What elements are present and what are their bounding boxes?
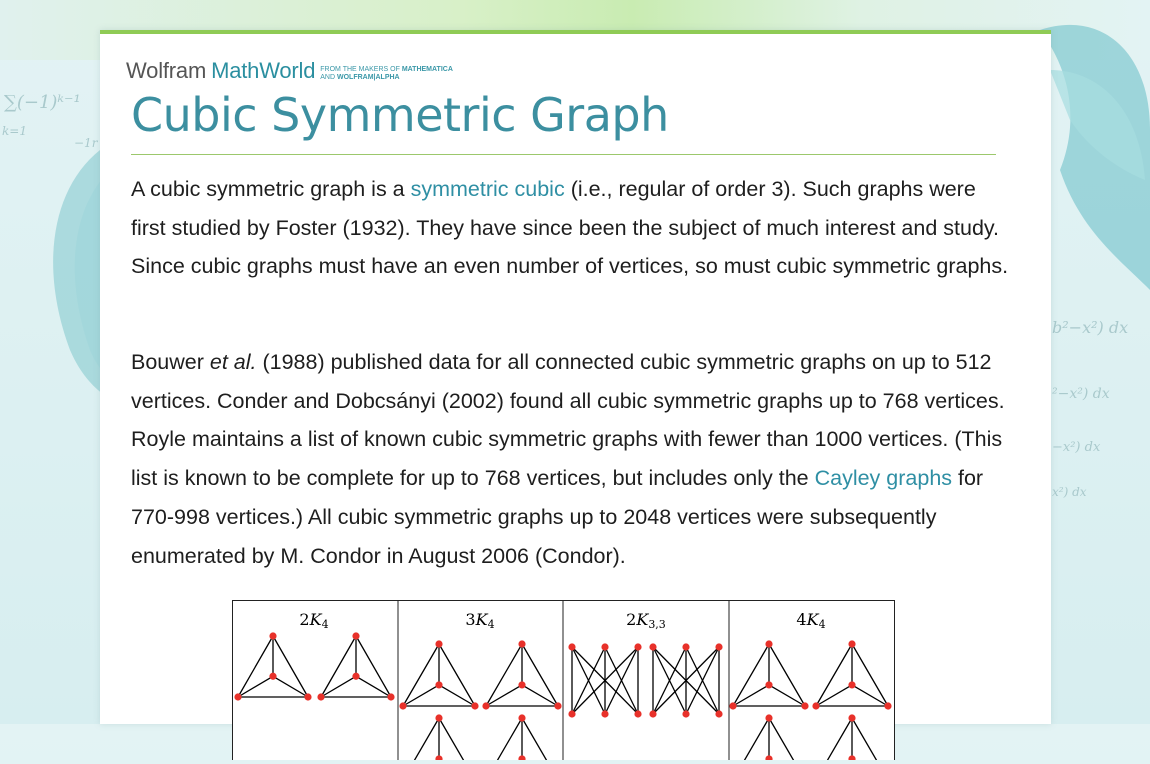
background-formula-frag: −1r [74,136,98,150]
paragraph-history: Bouwer et al. (1988) published data for all connected cubic symmetric graphs on up to 512 vertices. Conder and Dobcsányi (2002) found all cubic symmetric graphs up to 768 vertices. Royle maintains a list of known cubic symmetric graphs with fewer than 1000 vertices. (This list is known to be complete for up to 768 vertices, but includes only the Cayley graphs for 770-998 vertices.) All cubic symmetric graphs up to 2048 vertices were subsequently enumerated by M. Condor in August 2006 (Condor). [131,350,1005,568]
graph-vertex [568,710,575,717]
background-formula-sum: ∑(−1)ᵏ⁻¹ [4,92,81,113]
graph-vertex [848,714,855,721]
background-formula-r4: x²) dx [1052,485,1087,499]
graph-vertex [715,710,722,717]
graph-vertex [812,702,819,709]
panel-label-2: 2K3,3 [626,610,666,631]
graph-vertex [649,710,656,717]
graph-vertex [729,702,736,709]
brand-wolfram: Wolfram [126,58,207,83]
graph-vertex [765,681,772,688]
graph-vertex [634,643,641,650]
graph-vertex [765,640,772,647]
panel-label-3: 4K4 [796,610,826,631]
graph-vertex [884,702,891,709]
graph-vertex [848,681,855,688]
graph-vertex [649,643,656,650]
page-title: Cubic Symmetric Graph [131,88,669,142]
graph-vertex [601,710,608,717]
background-formula-sub: k=1 [2,124,27,138]
background-surface-right [1040,10,1150,290]
graph-vertex [801,702,808,709]
graph-vertex [352,632,359,639]
graph-vertex [518,681,525,688]
graph-vertex [234,693,241,700]
graph-vertex [682,710,689,717]
background-formula-r3: −x²) dx [1052,440,1101,455]
link-symmetric-cubic[interactable]: symmetric cubic [410,177,565,201]
graph-vertex [568,643,575,650]
graph-vertex [352,673,359,680]
background-formula-r2: ²−x²) dx [1052,386,1110,402]
site-logo[interactable] [126,58,453,84]
brand-tagline: FROM THE MAKERS OF MATHEMATICA AND WOLFRAM|ALPHA [320,66,453,81]
graph-vertex [682,643,689,650]
graph-vertex [518,640,525,647]
content-card [100,30,1051,724]
graph-vertex [269,673,276,680]
graph-vertex [765,714,772,721]
graph-vertex [269,632,276,639]
graph-vertex [634,710,641,717]
graph-vertex [435,640,442,647]
panel-label-0: 2K4 [299,610,329,631]
graph-vertex [435,714,442,721]
graph-vertex [317,693,324,700]
paragraph-intro: A cubic symmetric graph is a symmetric cubic (i.e., regular of order 3). Such graphs were first studied by Foster (1932). They have since been the subject of much interest and study. Since cubic graphs must have an even number of vertices, so must cubic symmetric graphs. [131,177,1009,279]
graph-figure [232,600,896,764]
graph-vertex [482,702,489,709]
graph-vertex [848,640,855,647]
graph-vertex [601,643,608,650]
link-cayley-graphs[interactable]: Cayley graphs [814,466,953,491]
graph-vertex [554,702,561,709]
graph-vertex [399,702,406,709]
graph-vertex [435,681,442,688]
graph-vertex [715,643,722,650]
title-divider [131,154,996,155]
graph-vertex [387,693,394,700]
panel-label-1: 3K4 [465,610,495,631]
background-formula-r1: b²−x²) dx [1052,318,1129,337]
brand-mathworld: MathWorld [211,58,316,83]
graph-vertex [471,702,478,709]
graph-vertex [518,714,525,721]
graph-figure-svg [232,600,896,760]
graph-vertex [304,693,311,700]
